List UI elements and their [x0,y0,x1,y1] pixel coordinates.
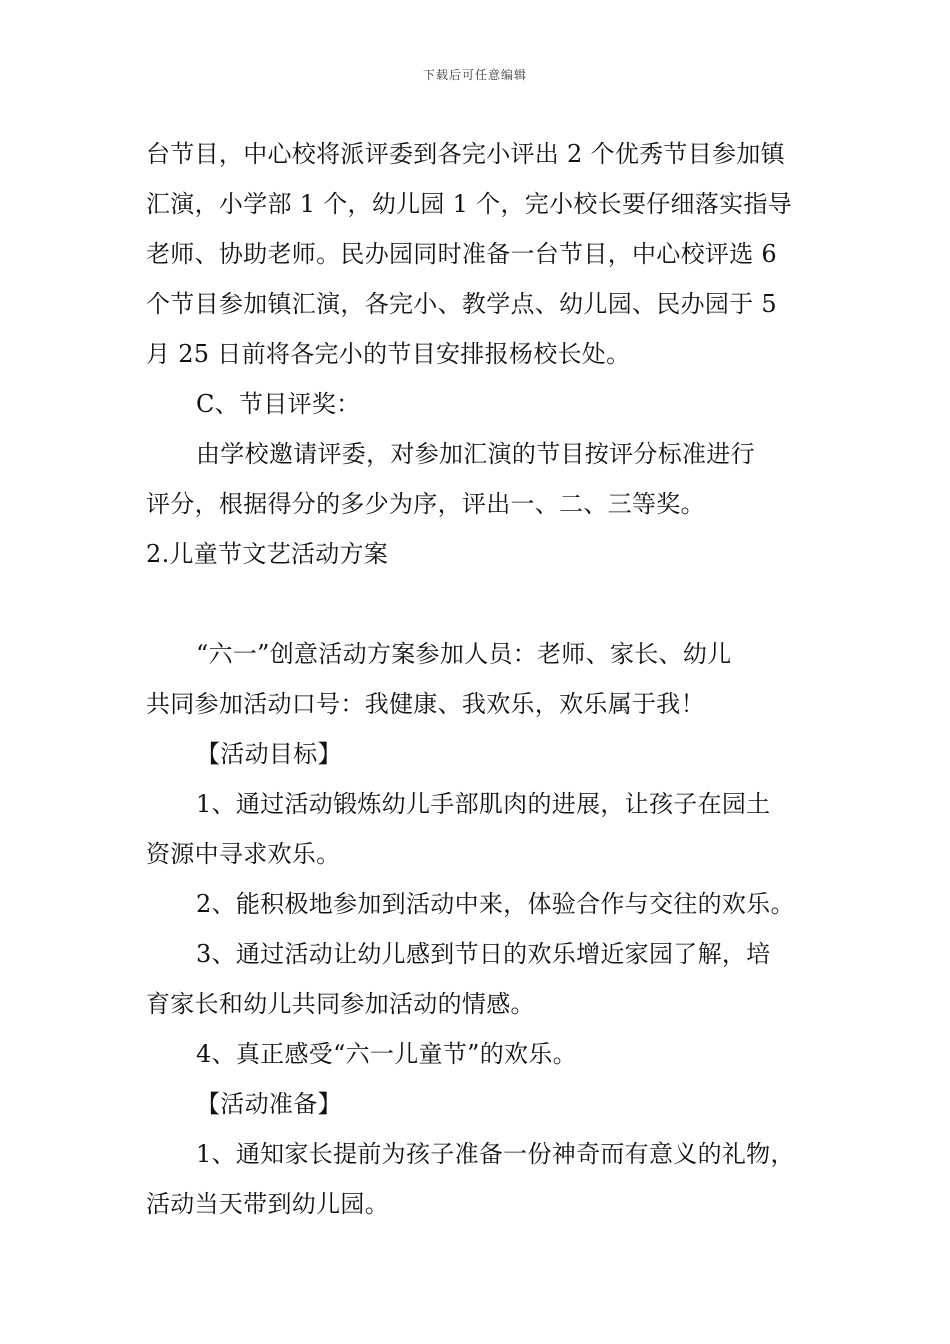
text-line: 育家长和幼儿共同参加活动的情感。 [146,990,535,1018]
list-item: 1、通过活动锻炼幼儿手部肌肉的进展，让孩子在园土 [196,790,771,818]
page-header-note: 下载后可任意编辑 [422,68,527,82]
text-line: 资源中寻求欢乐。 [146,840,341,868]
text-line: 共同参加活动口号：我健康、我欢乐，欢乐属于我！ [146,690,705,718]
text-line: 个节目参加镇汇演，各完小、教学点、幼儿园、民办园于 5 [146,290,777,318]
text-line: 汇演，小学部 1 个，幼儿园 1 个，完小校长要仔细落实指导 [146,190,793,218]
text-line: 评分，根据得分的多少为序，评出一、二、三等奖。 [146,490,705,518]
list-item: 3、通过活动让幼儿感到节日的欢乐增近家园了解，培 [196,940,771,968]
section-heading-c: C、节目评奖： [196,390,361,418]
text-line: 由学校邀请评委，对参加汇演的节目按评分标准进行 [196,440,755,468]
list-item: 4、真正感受“六一儿童节”的欢乐。 [196,1040,577,1068]
section-heading-preparation: 【活动准备】 [196,1090,342,1118]
blank-line [146,579,811,629]
list-item: 1、通知家长提前为孩子准备一份神奇而有意义的礼物， [196,1140,795,1168]
section-title: 2.儿童节文艺活动方案 [146,540,389,568]
text-line: “六一”创意活动方案参加人员：老师、家长、幼儿 [196,640,732,668]
text-line: 活动当天带到幼儿园。 [146,1190,389,1218]
section-heading-goals: 【活动目标】 [196,740,342,768]
text-line: 月 25 日前将各完小的节目安排报杨校长处。 [146,340,631,368]
text-line: 老师、协助老师。民办园同时准备一台节目，中心校评选 6 [146,240,777,268]
list-item: 2、能积极地参加到活动中来，体验合作与交往的欢乐。 [196,890,795,918]
document-body [146,129,811,1229]
text-line: 台节目，中心校将派评委到各完小评出 2 个优秀节目参加镇 [146,140,785,168]
